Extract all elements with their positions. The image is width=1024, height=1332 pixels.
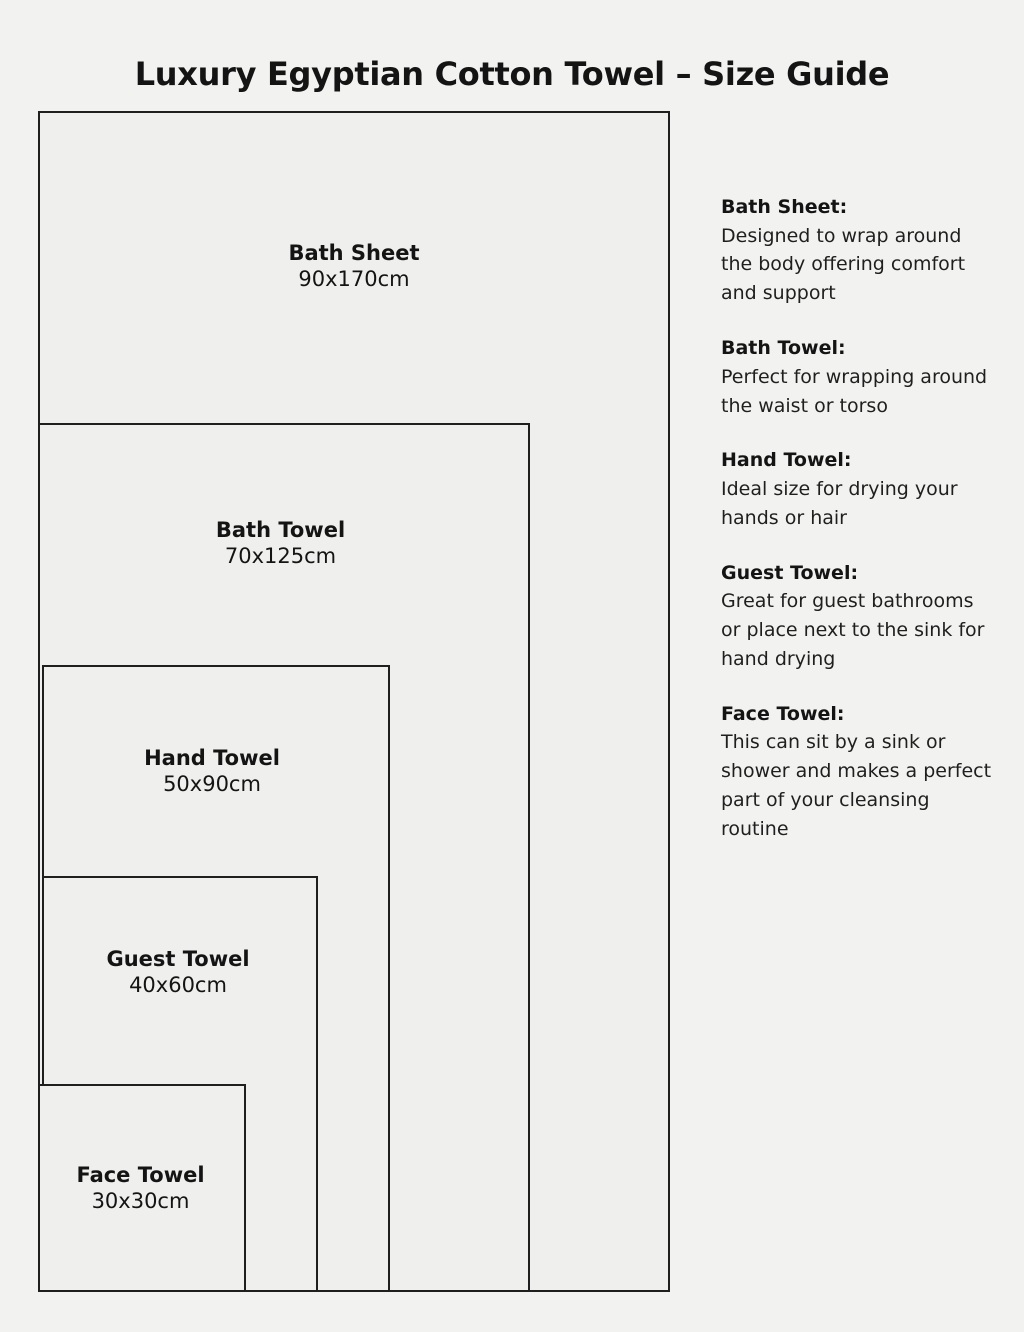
towel-size-guest-towel: 40x60cm	[129, 972, 227, 997]
legend	[721, 193, 996, 870]
legend-description-face-towel: This can sit by a sink or shower and makes a perfect part of your cleansing routine	[721, 731, 992, 840]
towel-size-hand-towel: 50x90cm	[163, 771, 261, 796]
towel-label-bath-towel	[38, 518, 523, 569]
legend-term-face-towel: Face Towel:	[721, 702, 845, 725]
towel-label-bath-sheet	[38, 241, 670, 292]
towel-label-face-towel	[38, 1163, 243, 1214]
towel-name-face-towel: Face Towel	[76, 1163, 205, 1187]
page-title: Luxury Egyptian Cotton Towel – Size Guide	[134, 55, 890, 94]
legend-description-bath-sheet: Designed to wrap around the body offering comfort and support	[721, 224, 966, 305]
legend-term-hand-towel: Hand Towel:	[721, 449, 852, 472]
legend-entry-bath-sheet	[721, 193, 996, 308]
legend-entry-hand-towel	[721, 446, 996, 532]
legend-term-guest-towel: Guest Towel:	[721, 561, 859, 584]
legend-entry-guest-towel	[721, 559, 996, 674]
legend-term-bath-towel: Bath Towel:	[721, 337, 846, 360]
towel-name-hand-towel: Hand Towel	[144, 746, 280, 770]
legend-description-hand-towel: Ideal size for drying your hands or hair	[721, 477, 958, 529]
towel-name-bath-sheet: Bath Sheet	[288, 241, 420, 265]
towel-name-bath-towel: Bath Towel	[215, 518, 346, 542]
towel-size-bath-towel: 70x125cm	[224, 543, 337, 568]
towel-label-hand-towel	[42, 746, 382, 797]
legend-entry-bath-towel	[721, 334, 996, 420]
towel-size-face-towel: 30x30cm	[91, 1188, 190, 1213]
legend-description-guest-towel: Great for guest bathrooms or place next to the sink for hand drying	[721, 590, 985, 670]
legend-description-bath-towel: Perfect for wrapping around the waist or torso	[721, 365, 988, 417]
legend-term-bath-sheet: Bath Sheet:	[721, 196, 848, 218]
towel-name-guest-towel: Guest Towel	[106, 947, 250, 971]
towel-size-bath-sheet: 90x170cm	[298, 266, 410, 291]
legend-entry-face-towel	[721, 700, 996, 844]
towel-label-guest-towel	[42, 947, 314, 998]
